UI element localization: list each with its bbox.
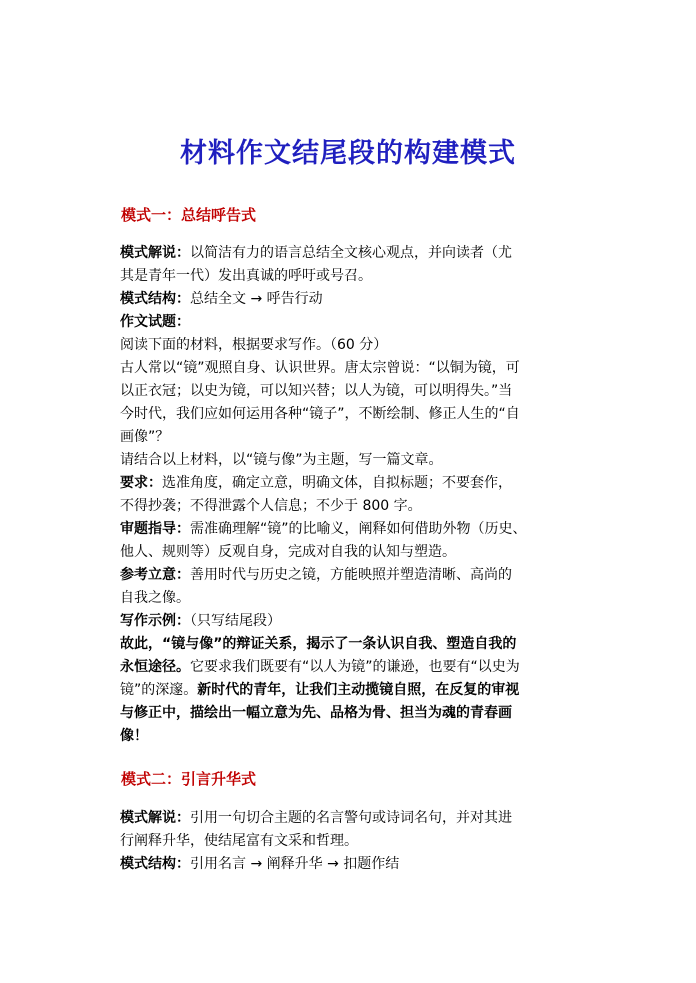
- mode1-explain: 模式解说：以简洁有力的语言总结全文核心观点，并向读者（尤: [120, 245, 512, 261]
- question-line: 以正衣冠；以史为镜，可以知兴替；以人为镜，可以明得失。”当: [120, 383, 513, 399]
- question-line: 今时代，我们应如何运用各种“镜子”，不断绘制、修正人生的“自: [120, 406, 520, 422]
- question-line: 古人常以“镜”观照自身、认识世界。唐太宗曾说：“以铜为镜，可: [120, 360, 520, 376]
- question-line: 请结合以上材料，以“镜与像”为主题，写一篇文章。: [120, 452, 443, 468]
- mode1-structure: 模式结构：总结全文 → 呼告行动: [120, 291, 323, 307]
- sample-line: 像！: [120, 728, 148, 744]
- page-title: 材料作文结尾段的构建模式: [180, 138, 516, 169]
- sample-line: 故此，“镜与像”的辩证关系，揭示了一条认识自我、塑造自我的: [120, 636, 517, 652]
- mode1-heading: 模式一：总结呼告式: [121, 206, 257, 224]
- mode2-heading: 模式二：引言升华式: [121, 770, 257, 788]
- mode1-guide-cont: 他人、规则等）反观自身，完成对自我的认知与塑造。: [120, 544, 456, 560]
- question-line: 阅读下面的材料，根据要求写作。（60 分）: [120, 337, 388, 353]
- mode2-explain-cont: 行阐释升华，使结尾富有文采和哲理。: [120, 833, 358, 849]
- sample-line: 镜”的深邃。新时代的青年，让我们主动揽镜自照，在反复的审视: [120, 682, 520, 698]
- mode2-structure: 模式结构：引用名言 → 阐释升华 → 扣题作结: [120, 856, 400, 872]
- mode1-requirements: 要求：选准角度，确定立意，明确文体，自拟标题；不要套作，: [120, 475, 512, 491]
- mode1-idea: 参考立意：善用时代与历史之镜，方能映照并塑造清晰、高尚的: [120, 567, 512, 583]
- mode1-idea-cont: 自我之像。: [120, 590, 190, 606]
- mode1-explain-cont: 其是青年一代）发出真诚的呼吁或号召。: [120, 268, 372, 284]
- mode2-explain: 模式解说：引用一句切合主题的名言警句或诗词名句，并对其进: [120, 810, 512, 826]
- mode1-guide: 审题指导：需准确理解“镜”的比喻义，阐释如何借助外物（历史、: [120, 521, 527, 537]
- mode2-body: [120, 807, 580, 876]
- mode1-question-label: 作文试题：: [120, 314, 190, 330]
- sample-line: 与修正中，描绘出一幅立意为先、品格为骨、担当为魂的青春画: [120, 705, 512, 721]
- mode1-body: [120, 242, 580, 748]
- question-line: 画像”？: [120, 429, 170, 445]
- sample-line: 永恒途径。它要求我们既要有“以人为镜”的谦逊，也要有“以史为: [120, 659, 520, 675]
- mode1-requirements-cont: 不得抄袭；不得泄露个人信息；不少于 800 字。: [120, 498, 422, 514]
- mode1-sample-label: 写作示例：（只写结尾段）: [120, 613, 281, 629]
